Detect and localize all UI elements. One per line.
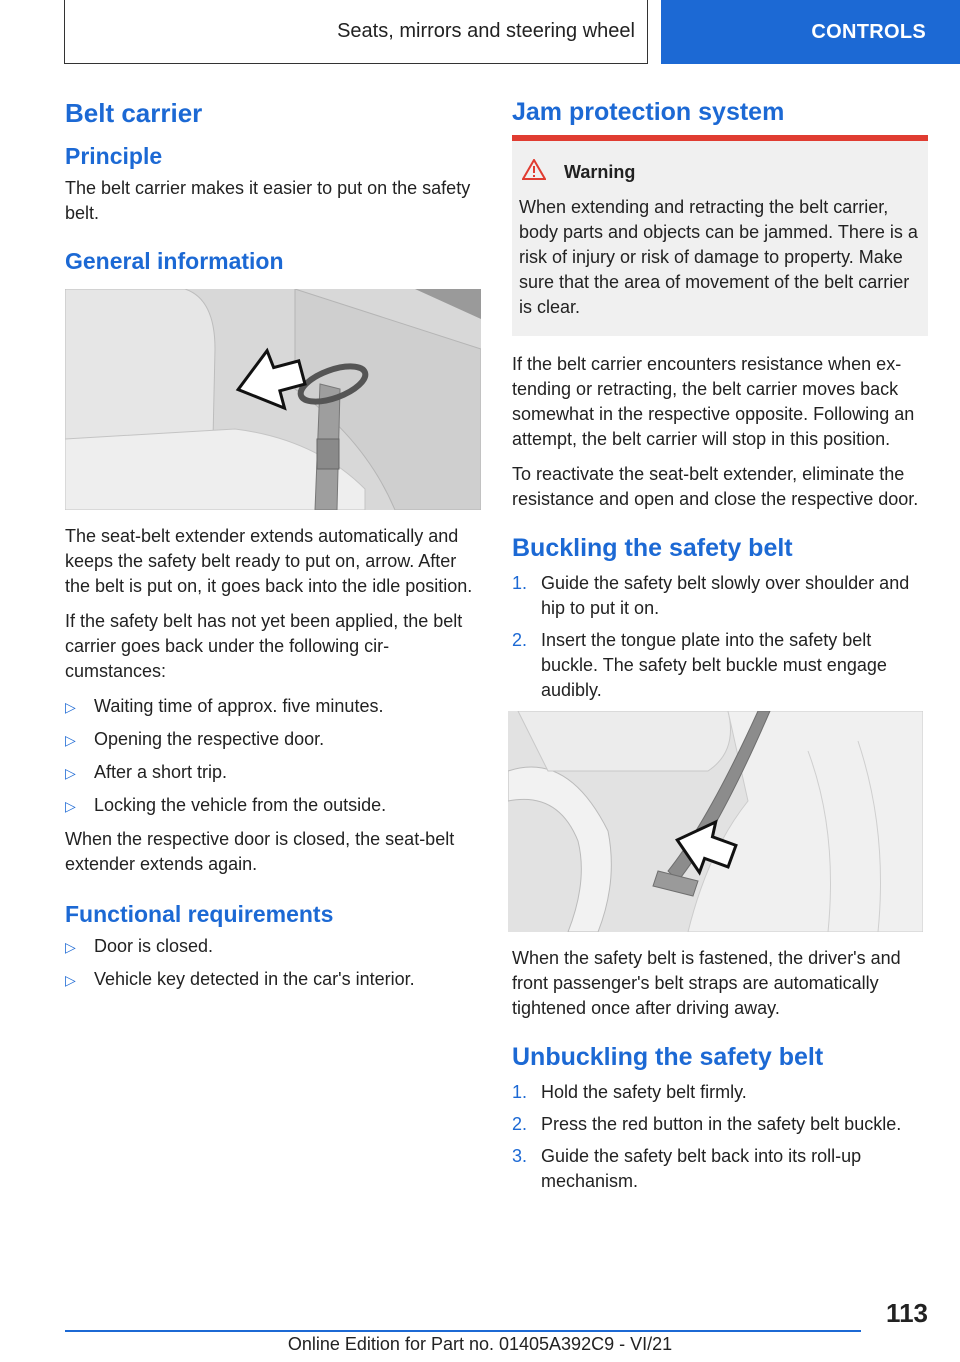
figure-caption: The seat-belt extender extends automatically and keeps the safety belt ready to put on, arrow. After the belt is put on, it goes back into the idle position.	[65, 526, 473, 596]
list-item: 1. Guide the safety belt slowly over shoulder and hip to put it on.	[512, 573, 910, 618]
header-section	[64, 0, 648, 64]
section-title: Seats, mirrors and steering wheel	[337, 20, 635, 42]
requirements-list	[65, 934, 481, 993]
fastened-text: When the safety belt is fastened, the driver's and front passenger's belt straps are automatically tightened once after driving away.	[512, 948, 901, 1018]
left-column	[65, 98, 481, 1001]
buckling-figure	[508, 711, 923, 932]
list-item: 3. Guide the safety belt back into its roll-up mechanism.	[512, 1146, 862, 1191]
list-item: ▷ Locking the vehicle from the outside.	[65, 793, 481, 819]
buckling-heading: Buckling the safety belt	[512, 534, 793, 562]
right-column	[512, 98, 928, 1202]
reactivate-text: To reactivate the seat-belt extender, eliminate the resistance and open and close the respective door.	[512, 464, 919, 509]
list-item: ▷ Vehicle key detected in the car's interior.	[65, 967, 481, 993]
not-applied-text: If the safety belt has not yet been applied, the belt carrier goes back under the following circumstances:	[65, 611, 463, 681]
principle-text: The belt carrier makes it easier to put on the safety belt.	[65, 178, 471, 223]
unbuckling-steps	[512, 1080, 928, 1194]
principle-heading: Principle	[65, 143, 163, 169]
list-item: ▷ Door is closed.	[65, 934, 481, 960]
general-information-heading: General information	[65, 248, 284, 274]
buckling-illustration	[508, 711, 923, 932]
footer-divider	[65, 1330, 861, 1332]
warning-triangle-icon	[519, 159, 564, 185]
triangle-bullet-icon: ▷	[65, 939, 76, 955]
triangle-bullet-icon: ▷	[65, 732, 76, 748]
triangle-bullet-icon: ▷	[65, 765, 76, 781]
belt-carrier-illustration	[65, 289, 481, 510]
warning-box	[512, 135, 928, 336]
list-item: 2. Press the red button in the safety belt buckle.	[512, 1114, 902, 1134]
edition-text: Online Edition for Part no. 01405A392C9 - VI/21	[287, 1334, 673, 1354]
list-item: ▷ After a short trip.	[65, 760, 481, 786]
unbuckling-heading: Unbuckling the safety belt	[512, 1043, 824, 1071]
triangle-bullet-icon: ▷	[65, 972, 76, 988]
triangle-bullet-icon: ▷	[65, 798, 76, 814]
functional-requirements-heading: Functional requirements	[65, 901, 334, 927]
header-chapter	[661, 0, 960, 64]
page-number: 113	[886, 1298, 928, 1328]
warning-text: When extending and retracting the belt carrier, body parts and objects can be jammed. There is a risk of injury or risk of damage to property. Make sure that the area of movement of the belt carrier is clear.	[519, 197, 918, 317]
jam-protection-heading: Jam protection system	[512, 98, 785, 126]
door-closed-text: When the respective door is closed, the seat-belt extender extends again.	[65, 829, 455, 874]
list-item: 1. Hold the safety belt firmly.	[512, 1082, 747, 1102]
warning-header	[519, 159, 922, 185]
list-item: ▷ Opening the respective door.	[65, 727, 481, 753]
list-item: 2. Insert the tongue plate into the safety belt buckle. The safety belt buckle must engage audibly.	[512, 630, 887, 700]
circumstances-list	[65, 694, 481, 819]
warning-label: Warning	[564, 161, 636, 182]
belt-carrier-figure	[65, 289, 481, 510]
triangle-bullet-icon: ▷	[65, 699, 76, 715]
resistance-text: If the belt carrier encounters resistance when extending or retracting, the belt carrier moves back somewhat in the respective opposite. Following an attempt, the belt carrier will stop in this position.	[512, 354, 915, 449]
chapter-title: CONTROLS	[811, 20, 926, 43]
belt-carrier-heading: Belt carrier	[65, 98, 203, 128]
buckling-steps	[512, 571, 928, 703]
list-item: ▷ Waiting time of approx. five minutes.	[65, 694, 481, 720]
